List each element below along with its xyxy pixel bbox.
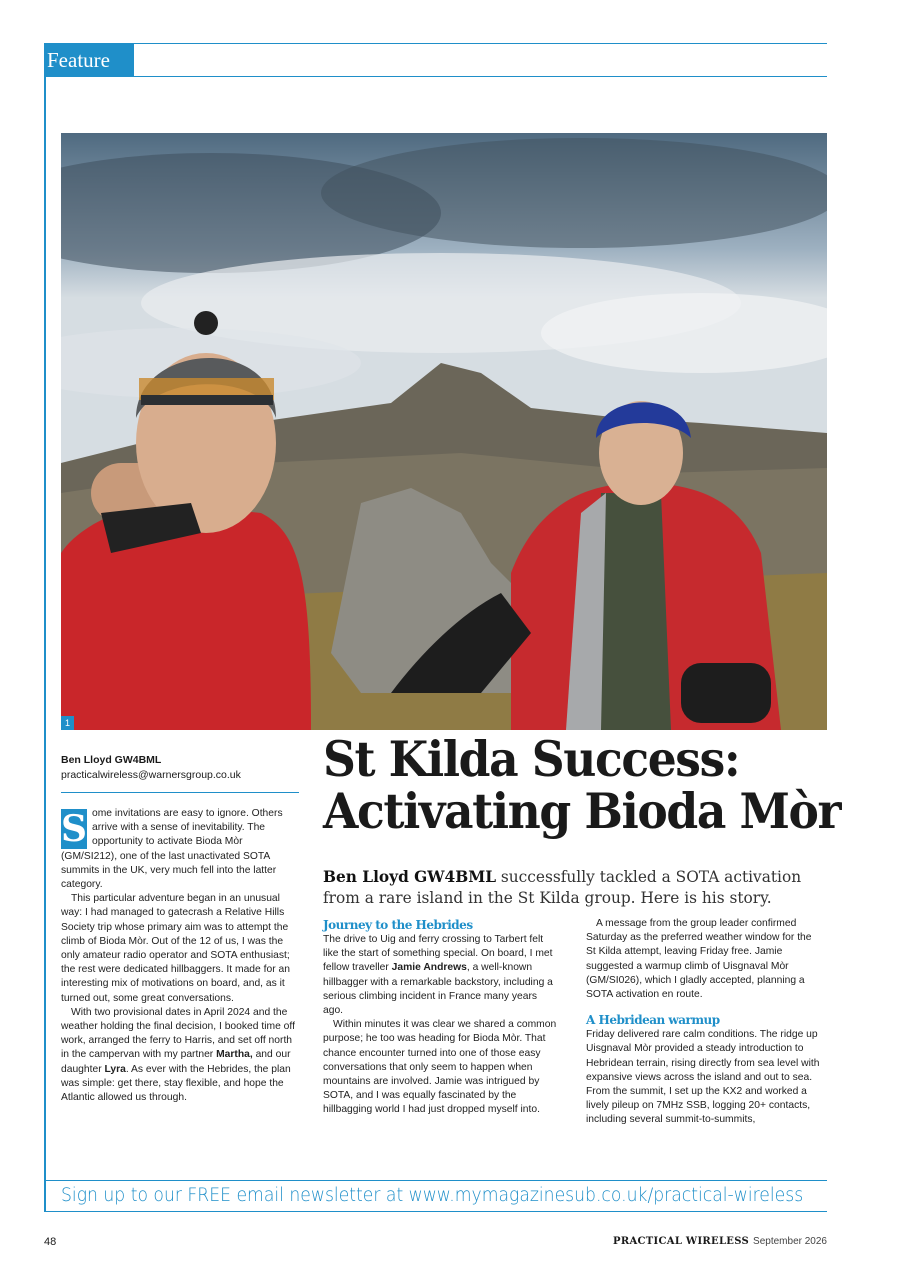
byline-rule [61, 792, 299, 793]
paragraph-text: ome invitations are easy to ignore. Others arrive with a sense of inevitability. The opportunity to activate Bioda Mòr (GM/SI212), one of the last unactivated SOTA summits in the UK, very much fell into the latter category. [61, 808, 283, 891]
issue-date: September 2026 [753, 1236, 827, 1247]
name-jamie: Jamie Andrews [391, 962, 467, 974]
headline-line-2: Activating Bioda Mòr [323, 782, 841, 840]
section-header [44, 43, 827, 77]
name-martha: Martha, [216, 1049, 253, 1061]
article-headline [323, 730, 841, 840]
photo-number: 1 [61, 716, 74, 730]
paragraph-text: . As ever with the Hebrides, the plan was simple: get there, stay flexible, and hope the Atlantic allowed us through. [61, 1063, 291, 1104]
paragraph-text: , a well-known hillbagger with a remarkable backstory, including a serious climbing incident in France many years ago. [323, 962, 553, 1017]
name-lyra: Lyra [104, 1063, 126, 1075]
column-1 [61, 807, 299, 1105]
paragraph [61, 807, 299, 892]
standfirst-text: successfully tackled a SOTA activation from a rare island in the St Kilda group. Here is his story. [323, 867, 802, 907]
footer [613, 1236, 827, 1247]
photo-illustration [61, 133, 827, 730]
magazine-name: PRACTICAL WIRELESS [613, 1236, 750, 1247]
paragraph-text: With two provisional dates in April 2024 and the weather holding the final decision, I booked time off work, arranged the ferry to Harris, and set off north in the campervan with my partner [61, 1006, 295, 1061]
subhead-journey: Journey to the Hebrides [323, 918, 473, 932]
frame-rule [44, 77, 46, 1212]
newsletter-banner [44, 1180, 827, 1212]
page-number: 48 [44, 1236, 57, 1248]
spacer [586, 1002, 822, 1012]
paragraph: Within minutes it was clear we shared a common purpose; he too was heading for Bioda Mòr. That chance encounter turned into one of those easy conversations that only seem to happen when mountains are involved. Jamie was intrigued by SOTA, and I was equally fascinated by the hillbagging world I had just dropped myself into. [323, 1019, 557, 1116]
paragraph [61, 1006, 299, 1105]
paragraph: A message from the group leader confirmed Saturday as the preferred weather window for the St Kilda attempt, leaving Friday free. Jamie suggested a warmup climb of Uisgnaval Mòr (GM/SI026), which I gladly accepted, planning a SOTA activation en route. [586, 918, 812, 1001]
drop-cap: S [61, 808, 87, 850]
column-2 [323, 917, 559, 1118]
author-email: practicalwireless@warnersgroup.co.uk [61, 769, 241, 781]
section-label: Feature [44, 43, 134, 77]
paragraph: This particular adventure began in an unusual way: I had managed to gatecrash a Relative Hills Society trip whose primary aim was to attempt the climb of Bioda Mòr. Out of the 12 of us, I was the only amateur radio operator and SOTA enthusiast; the rest were dedicated hillbaggers. It made for an interesting mix of motivations on board, and, as it turned out, some great conversations. [61, 893, 290, 1004]
standfirst-author: Ben Lloyd GW4BML [323, 867, 497, 886]
headline-line-1: St Kilda Success: [323, 730, 740, 788]
paragraph [323, 933, 559, 1018]
paragraph-text: and our daughter [61, 1049, 291, 1075]
byline [61, 753, 299, 783]
newsletter-text[interactable]: Sign up to our FREE email newsletter at www.mymagazinesub.co.uk/practical-wireless [61, 1185, 804, 1206]
paragraph-text: The drive to Uig and ferry crossing to Tarbert felt like the start of something special. On board, I met fellow traveller [323, 934, 553, 974]
subhead-warmup: A Hebridean warmup [586, 1013, 720, 1028]
author-name: Ben Lloyd GW4BML [61, 754, 162, 766]
hero-photo [61, 133, 827, 730]
standfirst [323, 866, 808, 908]
paragraph: Friday delivered rare calm conditions. The ridge up Uisgnaval Mòr provided a steady introduction to Hebridean terrain, rising directly from sea level with expansive views across the island and out to sea. From the summit, I set up the KX2 and worked a lively pileup on 7MHz SSB, logging 20+ contacts, including several summit-to-summits, [586, 1029, 820, 1126]
column-3 [586, 917, 822, 1128]
